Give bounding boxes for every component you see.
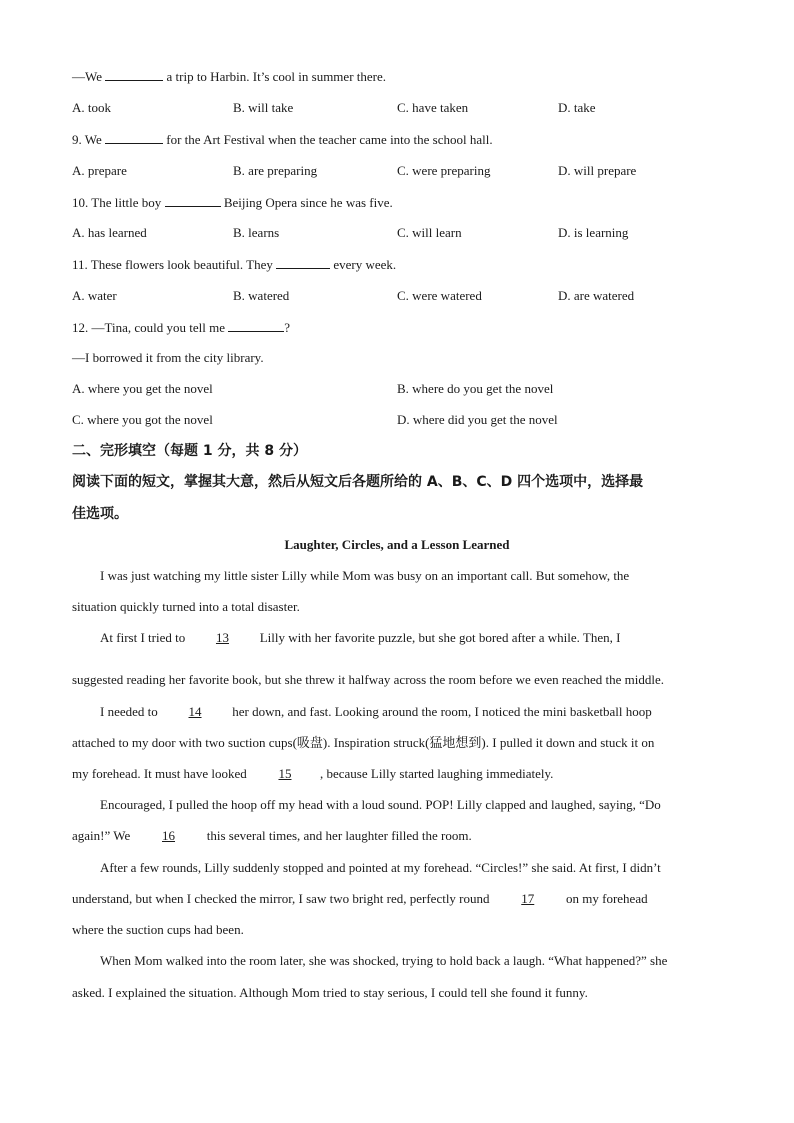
q11-option-d: D. are watered <box>558 288 635 303</box>
q10-option-d: D. is learning <box>558 225 629 240</box>
q8-stem: —We a trip to Harbin. It’s cool in summer there. <box>72 69 387 84</box>
passage-title: Laughter, Circles, and a Lesson Learned <box>284 537 510 552</box>
cloze-blank-17: 17 <box>521 891 535 906</box>
cloze-blank-13: 13 <box>215 630 229 645</box>
passage-line: understand, but when I checked the mirror, I saw two bright red, perfectly round 17 on my forehead <box>72 891 648 906</box>
passage-line: I was just watching my little sister Lilly while Mom was busy on an important call. But somehow, the <box>100 568 630 583</box>
q9-stem: 9. We for the Art Festival when the teacher came into the school hall. <box>72 132 493 147</box>
passage-line: asked. I explained the situation. Although Mom tried to stay serious, I could tell she found it funny. <box>72 985 588 1000</box>
cloze-blank-16: 16 <box>162 828 176 843</box>
passage-line: I needed to 14 her down, and fast. Looking around the room, I noticed the mini basketball hoop <box>100 704 652 719</box>
passage-line: my forehead. It must have looked 15 , because Lilly started laughing immediately. <box>72 766 554 781</box>
q12-option-a: A. where you get the novel <box>72 381 213 396</box>
q9-option-d: D. will prepare <box>558 163 637 178</box>
section-heading: 二、完形填空（每题 1 分，共 8 分） <box>72 443 307 459</box>
answer-blank <box>165 194 221 207</box>
passage-line: suggested reading her favorite book, but she threw it halfway across the room before we even reached the middle. <box>72 672 665 687</box>
q12-option-c: C. where you got the novel <box>72 412 213 427</box>
q9-option-c: C. were preparing <box>397 163 491 178</box>
cloze-blank-14: 14 <box>188 704 202 719</box>
answer-blank <box>105 68 163 81</box>
answer-blank <box>228 319 284 332</box>
passage-line: When Mom walked into the room later, she was shocked, trying to hold back a laugh. “What happened?” she <box>100 953 668 968</box>
cloze-blank-15: 15 <box>278 766 292 781</box>
q8-option-b: B. will take <box>233 100 294 115</box>
q12-stem: 12. —Tina, could you tell me ? <box>72 320 291 335</box>
passage-line: After a few rounds, Lilly suddenly stopped and pointed at my forehead. “Circles!” she said. At first, I didn’t <box>100 860 661 875</box>
passage-line: again!” We 16 this several times, and her laughter filled the room. <box>72 828 472 843</box>
q10-option-c: C. will learn <box>397 225 462 240</box>
q8-option-a: A. took <box>72 100 111 115</box>
q11-option-c: C. were watered <box>397 288 482 303</box>
q10-stem: 10. The little boy Beijing Opera since he was five. <box>72 195 393 210</box>
q11-option-b: B. watered <box>233 288 290 303</box>
q12-option-b: B. where do you get the novel <box>397 381 554 396</box>
passage-line: situation quickly turned into a total disaster. <box>72 599 300 614</box>
q9-option-b: B. are preparing <box>233 163 318 178</box>
section-instruction-cont: 佳选项。 <box>72 506 128 522</box>
section-instruction: 阅读下面的短文，掌握其大意，然后从短文后各题所给的 A、B、C、D 四个选项中，选择最 <box>72 474 644 490</box>
passage-line: Encouraged, I pulled the hoop off my head with a loud sound. POP! Lilly clapped and laughed, saying, “Do <box>100 797 661 812</box>
passage-line: attached to my door with two suction cups(吸盘). Inspiration struck(猛地想到). I pulled it down and stuck it on <box>72 735 655 750</box>
passage-line: where the suction cups had been. <box>72 922 244 937</box>
answer-blank <box>276 256 330 269</box>
q10-option-b: B. learns <box>233 225 280 240</box>
q9-option-a: A. prepare <box>72 163 127 178</box>
passage-line: At first I tried to 13 Lilly with her favorite puzzle, but she got bored after a while. Then, I <box>100 630 621 645</box>
q8-option-d: D. take <box>558 100 596 115</box>
q12-option-d: D. where did you get the novel <box>397 412 558 427</box>
answer-blank <box>105 131 163 144</box>
q8-option-c: C. have taken <box>397 100 469 115</box>
q10-option-a: A. has learned <box>72 225 147 240</box>
q11-option-a: A. water <box>72 288 117 303</box>
q11-stem: 11. These flowers look beautiful. They every week. <box>72 257 397 272</box>
q12-reply: —I borrowed it from the city library. <box>72 350 264 365</box>
